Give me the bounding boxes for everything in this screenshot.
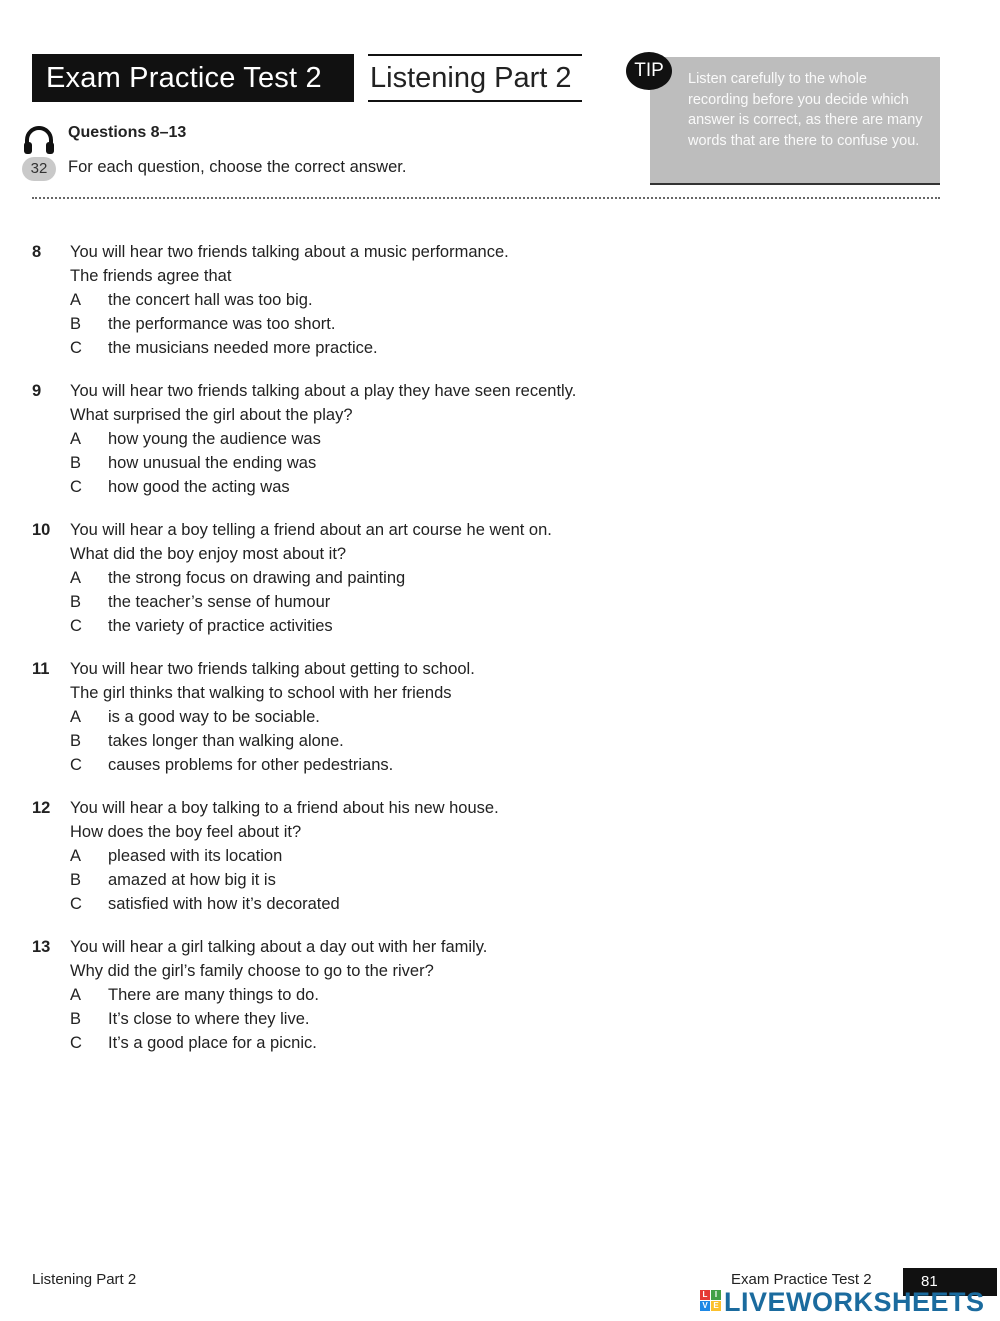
instruction-text: For each question, choose the correct answer. (68, 158, 407, 176)
answer-option-c[interactable] (70, 1031, 1000, 1055)
question-number: 8 (32, 243, 42, 261)
option-letter: C (70, 617, 82, 635)
logo-cell: I (711, 1290, 721, 1300)
answer-option-b[interactable] (70, 1007, 1000, 1031)
option-letter: C (70, 1034, 82, 1052)
watermark-text: LIVEWORKSHEETS (724, 1287, 985, 1317)
option-text: There are many things to do. (108, 986, 319, 1004)
question-number: 13 (32, 938, 51, 956)
option-text: the strong focus on drawing and painting (108, 569, 406, 587)
liveworksheets-logo-icon (700, 1290, 722, 1312)
question-context: You will hear a boy talking to a friend about his new house. (70, 799, 499, 817)
question-context: You will hear a boy telling a friend about an art course he went on. (70, 521, 552, 539)
option-letter: B (70, 732, 82, 750)
option-letter: B (70, 593, 82, 611)
logo-cell: E (711, 1301, 721, 1311)
logo-cell: L (700, 1290, 710, 1300)
option-letter: A (70, 847, 82, 865)
question-list (0, 240, 1000, 1074)
option-letter: A (70, 291, 82, 309)
answer-option-c[interactable] (70, 336, 1000, 360)
option-letter: A (70, 708, 82, 726)
question-11 (0, 657, 1000, 777)
question-context: You will hear two friends talking about getting to school. (70, 660, 475, 678)
question-8 (0, 240, 1000, 360)
option-text: the teacher’s sense of humour (108, 593, 331, 611)
answer-option-c[interactable] (70, 753, 1000, 777)
footer-test-label: Exam Practice Test 2 (731, 1271, 872, 1288)
option-text: is a good way to be sociable. (108, 708, 320, 726)
question-number: 10 (32, 521, 51, 539)
page-number: 81 (903, 1268, 997, 1296)
option-text: causes problems for other pedestrians. (108, 756, 394, 774)
question-13 (0, 935, 1000, 1055)
questions-range: Questions 8–13 (68, 124, 187, 141)
option-letter: B (70, 454, 82, 472)
answer-option-a[interactable] (70, 427, 1000, 451)
answer-option-c[interactable] (70, 614, 1000, 638)
option-letter: C (70, 756, 82, 774)
option-text: the musicians needed more practice. (108, 339, 378, 357)
answer-option-b[interactable] (70, 729, 1000, 753)
section-divider (32, 197, 940, 199)
answer-option-b[interactable] (70, 590, 1000, 614)
question-prompt: The friends agree that (70, 267, 232, 285)
tip-text: Listen carefully to the whole recording before you decide which answer is correct, as there are many words that are there to confuse you. (688, 71, 923, 149)
answer-option-c[interactable] (70, 892, 1000, 916)
question-prompt: Why did the girl’s family choose to go to the river? (70, 962, 434, 980)
option-text: amazed at how big it is (108, 871, 276, 889)
tip-box (650, 57, 940, 185)
question-number: 12 (32, 799, 51, 817)
answer-option-b[interactable] (70, 868, 1000, 892)
question-number: 11 (32, 660, 50, 678)
option-letter: C (70, 895, 82, 913)
question-prompt: How does the boy feel about it? (70, 823, 302, 841)
answer-option-a[interactable] (70, 705, 1000, 729)
tip-badge: TIP (626, 52, 672, 90)
audio-track-number: 32 (22, 157, 56, 181)
question-context: You will hear two friends talking about a play they have seen recently. (70, 382, 577, 400)
option-letter: B (70, 315, 82, 333)
option-letter: B (70, 871, 82, 889)
question-prompt: The girl thinks that walking to school with her friends (70, 684, 452, 702)
option-text: how young the audience was (108, 430, 321, 448)
answer-option-a[interactable] (70, 983, 1000, 1007)
answer-option-a[interactable] (70, 288, 1000, 312)
question-context: You will hear two friends talking about a music performance. (70, 243, 509, 261)
footer-section-label: Listening Part 2 (32, 1271, 137, 1288)
question-context: You will hear a girl talking about a day out with her family. (70, 938, 488, 956)
option-text: how unusual the ending was (108, 454, 317, 472)
question-prompt: What surprised the girl about the play? (70, 406, 353, 424)
option-text: satisfied with how it’s decorated (108, 895, 340, 913)
option-letter: A (70, 986, 82, 1004)
question-12 (0, 796, 1000, 916)
question-10 (0, 518, 1000, 638)
option-text: the concert hall was too big. (108, 291, 313, 309)
answer-option-a[interactable] (70, 844, 1000, 868)
option-letter: C (70, 339, 82, 357)
exam-title: Exam Practice Test 2 (32, 54, 354, 102)
option-text: It’s close to where they live. (108, 1010, 310, 1028)
option-letter: A (70, 430, 82, 448)
option-letter: B (70, 1010, 82, 1028)
answer-option-b[interactable] (70, 312, 1000, 336)
option-text: how good the acting was (108, 478, 290, 496)
part-title: Listening Part 2 (368, 54, 582, 102)
answer-option-b[interactable] (70, 451, 1000, 475)
question-prompt: What did the boy enjoy most about it? (70, 545, 347, 563)
option-letter: C (70, 478, 82, 496)
logo-cell: V (700, 1301, 710, 1311)
option-letter: A (70, 569, 82, 587)
option-text: the performance was too short. (108, 315, 336, 333)
option-text: pleased with its location (108, 847, 283, 865)
option-text: the variety of practice activities (108, 617, 333, 635)
option-text: It’s a good place for a picnic. (108, 1034, 317, 1052)
option-text: takes longer than walking alone. (108, 732, 344, 750)
answer-option-a[interactable] (70, 566, 1000, 590)
answer-option-c[interactable] (70, 475, 1000, 499)
headphones-icon (22, 124, 56, 156)
question-9 (0, 379, 1000, 499)
question-number: 9 (32, 382, 42, 400)
